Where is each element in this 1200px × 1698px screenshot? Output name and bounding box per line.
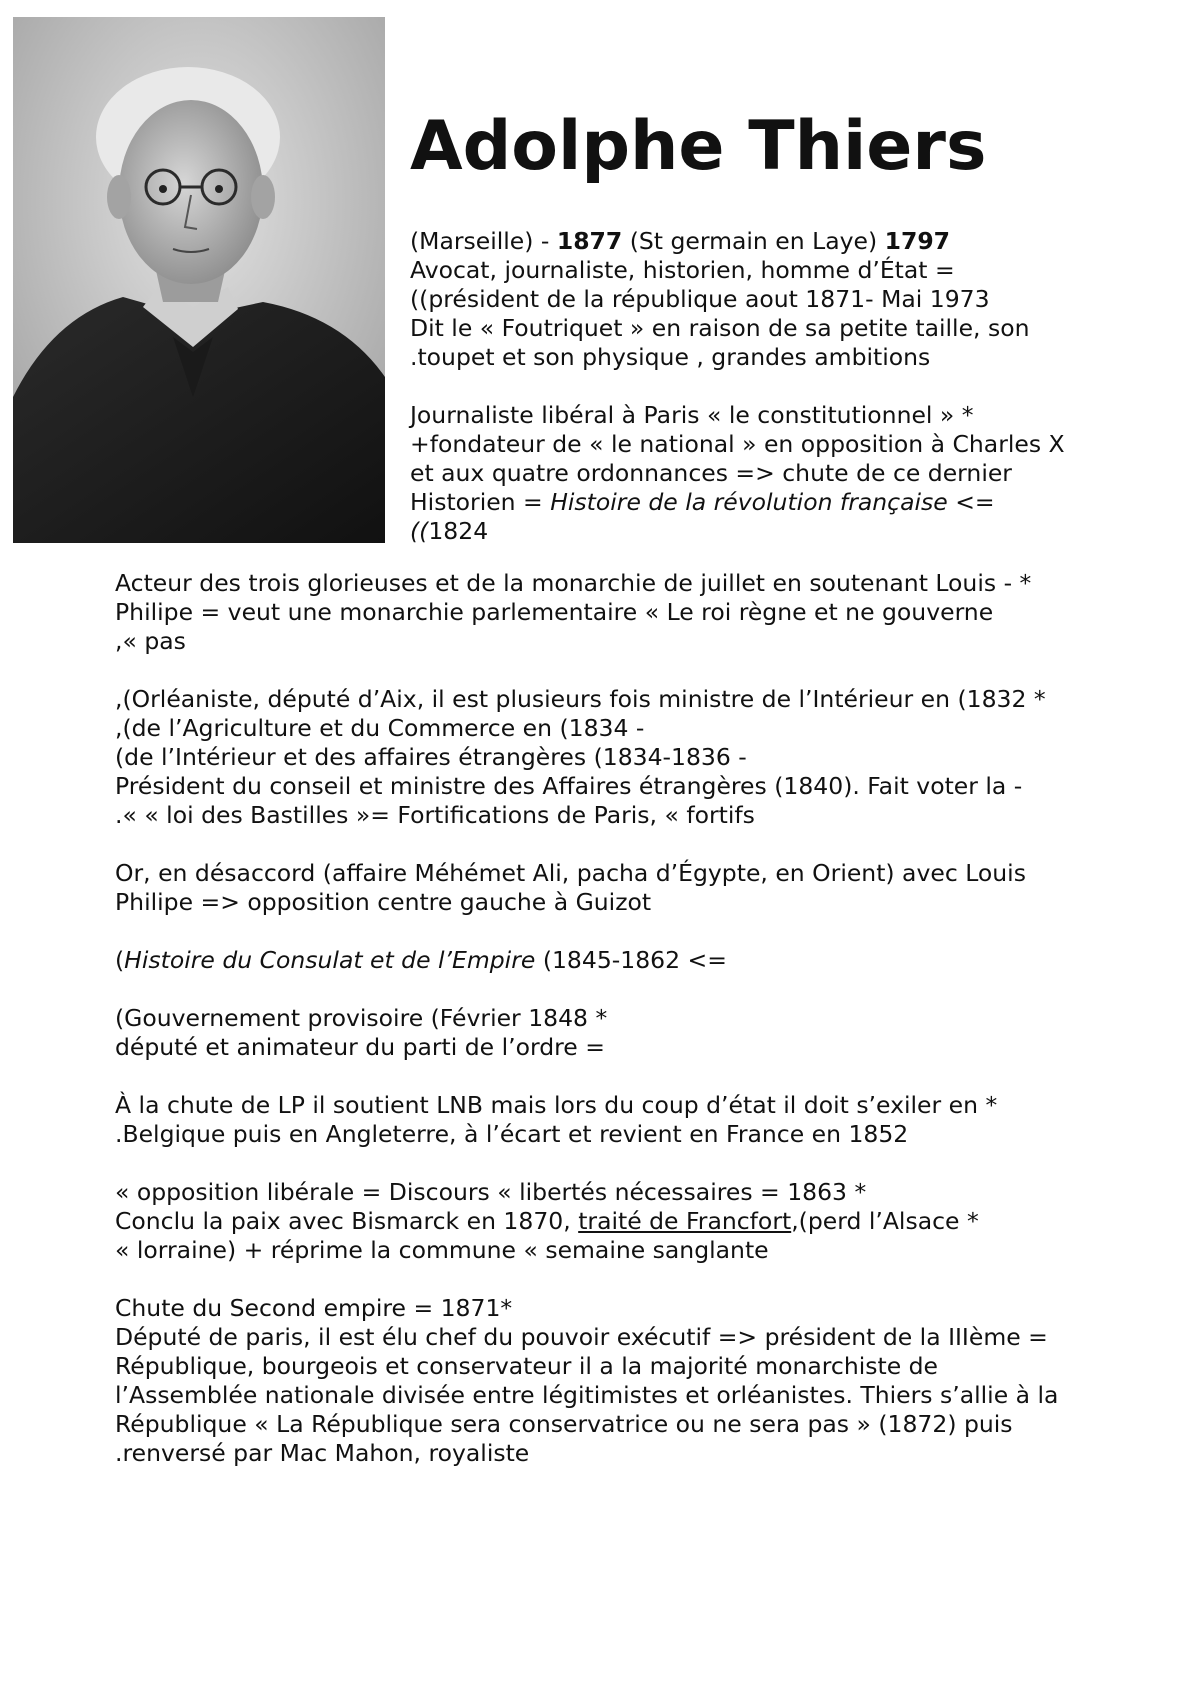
spacer bbox=[115, 1265, 1058, 1294]
spacer bbox=[115, 975, 1058, 1004]
consulat-line bbox=[115, 946, 1058, 975]
text-line: ((président de la république aout 1871- Mai 1973 bbox=[410, 285, 990, 313]
text-line: .« « loi des Bastilles »= Fortifications de Paris, « fortifs bbox=[115, 801, 755, 829]
text-span: 1824 bbox=[428, 517, 489, 545]
text-line: « lorraine) + réprime la commune « semaine sanglante bbox=[115, 1236, 769, 1264]
text-line: .Belgique puis en Angleterre, à l’écart et revient en France en 1852 bbox=[115, 1120, 909, 1148]
year-bold-1: 1877 bbox=[556, 227, 623, 255]
text-line: ,« pas bbox=[115, 627, 186, 655]
book-title: Histoire de la révolution française bbox=[550, 488, 948, 516]
text-line: et aux quatre ordonnances => chute de ce dernier bbox=[410, 459, 1012, 487]
spacer bbox=[115, 1062, 1058, 1091]
place-birth: (Marseille) - bbox=[410, 227, 557, 255]
text-span: ( bbox=[115, 946, 125, 974]
text-line: À la chute de LP il soutient LNB mais lors du coup d’état il doit s’exiler en * bbox=[115, 1091, 998, 1119]
text-line: l’Assemblée nationale divisée entre légitimistes et orléanistes. Thiers s’allie à la bbox=[115, 1381, 1059, 1409]
text-line: Or, en désaccord (affaire Méhémet Ali, pacha d’Égypte, en Orient) avec Louis bbox=[115, 859, 1026, 887]
text-line: Acteur des trois glorieuses et de la monarchie de juillet en soutenant Louis - * bbox=[115, 569, 1032, 597]
text-line: +fondateur de « le national » en opposition à Charles X bbox=[410, 430, 1065, 458]
spacer bbox=[115, 917, 1058, 946]
bio-body bbox=[115, 569, 1058, 1468]
text-span: ,(perd l’Alsace * bbox=[791, 1207, 979, 1235]
place-death: (St germain en Laye) bbox=[622, 227, 885, 255]
year-bold-2: 1797 bbox=[884, 227, 951, 255]
portrait-photo bbox=[13, 17, 385, 543]
text-span: (1845-1862 <= bbox=[535, 946, 727, 974]
text-line: .renversé par Mac Mahon, royaliste bbox=[115, 1439, 530, 1467]
text-line: Chute du Second empire = 1871* bbox=[115, 1294, 513, 1322]
text-line: République « La République sera conservatrice ou ne sera pas » (1872) puis bbox=[115, 1410, 1013, 1438]
treaty-link[interactable]: traité de Francfort bbox=[578, 1207, 792, 1235]
spacer bbox=[115, 830, 1058, 859]
text-line: (Gouvernement provisoire (Février 1848 * bbox=[115, 1004, 608, 1032]
text-line: .toupet et son physique , grandes ambitions bbox=[410, 343, 931, 371]
spacer bbox=[115, 656, 1058, 685]
text-line: Philipe = veut une monarchie parlementaire « Le roi règne et ne gouverne bbox=[115, 598, 994, 626]
text-line: ,(de l’Agriculture et du Commerce en (1834 - bbox=[115, 714, 645, 742]
text-line: (de l’Intérieur et des affaires étrangères (1834-1836 - bbox=[115, 743, 747, 771]
text-line: ,(Orléaniste, député d’Aix, il est plusieurs fois ministre de l’Intérieur en (1832 * bbox=[115, 685, 1046, 713]
book-title: Histoire du Consulat et de l’Empire bbox=[124, 946, 536, 974]
text-line: député et animateur du parti de l’ordre = bbox=[115, 1033, 605, 1061]
spacer bbox=[115, 1149, 1058, 1178]
text-line bbox=[410, 517, 1065, 546]
treaty-line bbox=[115, 1207, 1058, 1236]
text-span: Historien = bbox=[410, 488, 551, 516]
spacer bbox=[410, 372, 1065, 401]
historian-line bbox=[410, 488, 1065, 517]
text-line: Président du conseil et ministre des Affaires étrangères (1840). Fait voter la - bbox=[115, 772, 1023, 800]
text-line: Avocat, journaliste, historien, homme d’État = bbox=[410, 256, 955, 284]
page-title: Adolphe Thiers bbox=[410, 107, 987, 186]
text-line: « opposition libérale = Discours « libertés nécessaires = 1863 * bbox=[115, 1178, 867, 1206]
text-span: (( bbox=[410, 517, 429, 545]
birth-death-line bbox=[410, 227, 1065, 256]
text-line: République, bourgeois et conservateur il a la majorité monarchiste de bbox=[115, 1352, 939, 1380]
text-span: Conclu la paix avec Bismarck en 1870, bbox=[115, 1207, 579, 1235]
text-line: Journaliste libéral à Paris « le constitutionnel » * bbox=[410, 401, 974, 429]
text-line: Philipe => opposition centre gauche à Guizot bbox=[115, 888, 652, 916]
text-line: Dit le « Foutriquet » en raison de sa petite taille, son bbox=[410, 314, 1030, 342]
text-line: Député de paris, il est élu chef du pouvoir exécutif => président de la IIIème = bbox=[115, 1323, 1048, 1351]
bio-header bbox=[410, 227, 1065, 546]
text-span: <= bbox=[947, 488, 995, 516]
